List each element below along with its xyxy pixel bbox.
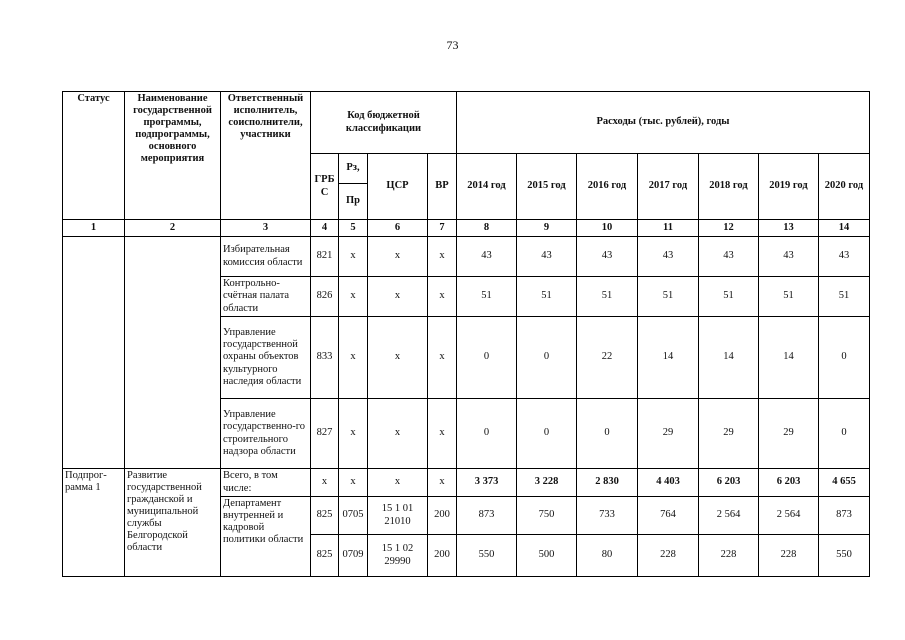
column-number: 12 — [699, 220, 759, 237]
value-cell: 0 — [819, 399, 870, 469]
header-executor: Ответственный исполнитель, соисполнители, участники — [221, 92, 311, 220]
table-row — [63, 237, 870, 277]
value-cell: 0 — [517, 399, 577, 469]
csr-cell: 15 1 02 29990 — [368, 535, 428, 577]
header-year: 2019 год — [759, 154, 819, 220]
value-cell: 873 — [457, 497, 517, 535]
csr-cell: х — [368, 317, 428, 399]
grbs-cell: 833 — [311, 317, 339, 399]
header-csr: ЦСР — [368, 154, 428, 220]
header-budget-code: Код бюджетной классификации — [311, 92, 457, 154]
vr-cell: 200 — [428, 497, 457, 535]
column-number: 10 — [577, 220, 638, 237]
value-cell: 14 — [699, 317, 759, 399]
column-number: 3 — [221, 220, 311, 237]
header-status: Статус — [63, 92, 125, 220]
header-vr: ВР — [428, 154, 457, 220]
header-year: 2020 год — [819, 154, 870, 220]
value-cell: 43 — [457, 237, 517, 277]
header-year: 2014 год — [457, 154, 517, 220]
value-cell: 228 — [759, 535, 819, 577]
rzpr-cell: х — [339, 237, 368, 277]
rzpr-cell: х — [339, 317, 368, 399]
column-number: 5 — [339, 220, 368, 237]
value-cell: 22 — [577, 317, 638, 399]
total-value-cell: 6 203 — [699, 469, 759, 497]
column-number: 11 — [638, 220, 699, 237]
vr-cell: х — [428, 237, 457, 277]
csr-cell: х — [368, 277, 428, 317]
vr-cell: х — [428, 277, 457, 317]
value-cell: 43 — [759, 237, 819, 277]
subprogram-status-cell: Подпрог-рамма 1 — [63, 469, 125, 577]
header-rz: Рз, — [339, 154, 368, 184]
total-value-cell: 6 203 — [759, 469, 819, 497]
header-year: 2015 год — [517, 154, 577, 220]
executor-cell: Управление государственной охраны объектов культурного наследия области — [221, 317, 311, 399]
value-cell: 0 — [517, 317, 577, 399]
value-cell: 14 — [759, 317, 819, 399]
value-cell: 43 — [819, 237, 870, 277]
value-cell: 0 — [577, 399, 638, 469]
value-cell: 500 — [517, 535, 577, 577]
executor-cell: Всего, в том числе: — [221, 469, 311, 497]
value-cell: 43 — [517, 237, 577, 277]
value-cell: 29 — [638, 399, 699, 469]
value-cell: 0 — [819, 317, 870, 399]
vr-cell: х — [428, 399, 457, 469]
value-cell: 43 — [699, 237, 759, 277]
csr-cell: х — [368, 469, 428, 497]
grbs-cell: 825 — [311, 497, 339, 535]
value-cell: 0 — [457, 399, 517, 469]
value-cell: 43 — [638, 237, 699, 277]
csr-cell: х — [368, 399, 428, 469]
column-number: 7 — [428, 220, 457, 237]
header-year: 2016 год — [577, 154, 638, 220]
value-cell: 873 — [819, 497, 870, 535]
page-number: 73 — [446, 38, 459, 52]
column-number: 2 — [125, 220, 221, 237]
executor-cell: Управление государственно-го строительного надзора области — [221, 399, 311, 469]
column-number: 14 — [819, 220, 870, 237]
value-cell: 550 — [819, 535, 870, 577]
total-value-cell: 3 373 — [457, 469, 517, 497]
vr-cell: 200 — [428, 535, 457, 577]
value-cell: 228 — [638, 535, 699, 577]
value-cell: 0 — [457, 317, 517, 399]
subprogram-name-cell: Развитие государственной гражданской и муниципальной службы Белгородской области — [125, 469, 221, 577]
header-expenses: Расходы (тыс. рублей), годы — [457, 92, 870, 154]
value-cell: 51 — [517, 277, 577, 317]
column-number: 1 — [63, 220, 125, 237]
rzpr-cell: 0705 — [339, 497, 368, 535]
value-cell: 51 — [759, 277, 819, 317]
rzpr-cell: 0709 — [339, 535, 368, 577]
value-cell: 733 — [577, 497, 638, 535]
executor-cell: Департамент внутренней и кадровой политики области — [221, 497, 311, 577]
vr-cell: х — [428, 317, 457, 399]
csr-cell: 15 1 01 21010 — [368, 497, 428, 535]
column-number: 6 — [368, 220, 428, 237]
status-cell — [63, 237, 125, 469]
column-number-row — [63, 220, 870, 237]
value-cell: 14 — [638, 317, 699, 399]
value-cell: 750 — [517, 497, 577, 535]
rzpr-cell: х — [339, 469, 368, 497]
table-row — [63, 469, 870, 497]
header-pr: Пр — [339, 184, 368, 220]
value-cell: 228 — [699, 535, 759, 577]
value-cell: 51 — [577, 277, 638, 317]
header-year: 2018 год — [699, 154, 759, 220]
name-cell — [125, 237, 221, 469]
total-value-cell: 3 228 — [517, 469, 577, 497]
column-number: 9 — [517, 220, 577, 237]
rzpr-cell: х — [339, 399, 368, 469]
header-name: Наименование государственной программы, подпрограммы, основного мероприятия — [125, 92, 221, 220]
grbs-cell: 825 — [311, 535, 339, 577]
budget-table — [62, 91, 870, 577]
value-cell: 51 — [819, 277, 870, 317]
total-value-cell: 4 403 — [638, 469, 699, 497]
header-year: 2017 год — [638, 154, 699, 220]
value-cell: 51 — [638, 277, 699, 317]
value-cell: 29 — [759, 399, 819, 469]
value-cell: 51 — [457, 277, 517, 317]
grbs-cell: 821 — [311, 237, 339, 277]
value-cell: 43 — [577, 237, 638, 277]
value-cell: 51 — [699, 277, 759, 317]
value-cell: 80 — [577, 535, 638, 577]
value-cell: 2 564 — [759, 497, 819, 535]
vr-cell: х — [428, 469, 457, 497]
value-cell: 29 — [699, 399, 759, 469]
rzpr-cell: х — [339, 277, 368, 317]
grbs-cell: 826 — [311, 277, 339, 317]
executor-cell: Избирательная комиссия области — [221, 237, 311, 277]
value-cell: 764 — [638, 497, 699, 535]
value-cell: 550 — [457, 535, 517, 577]
executor-cell: Контрольно-счётная палата области — [221, 277, 311, 317]
grbs-cell: 827 — [311, 399, 339, 469]
csr-cell: х — [368, 237, 428, 277]
grbs-cell: х — [311, 469, 339, 497]
column-number: 4 — [311, 220, 339, 237]
total-value-cell: 2 830 — [577, 469, 638, 497]
value-cell: 2 564 — [699, 497, 759, 535]
column-number: 13 — [759, 220, 819, 237]
header-grbs: ГРБ С — [311, 154, 339, 220]
total-value-cell: 4 655 — [819, 469, 870, 497]
column-number: 8 — [457, 220, 517, 237]
